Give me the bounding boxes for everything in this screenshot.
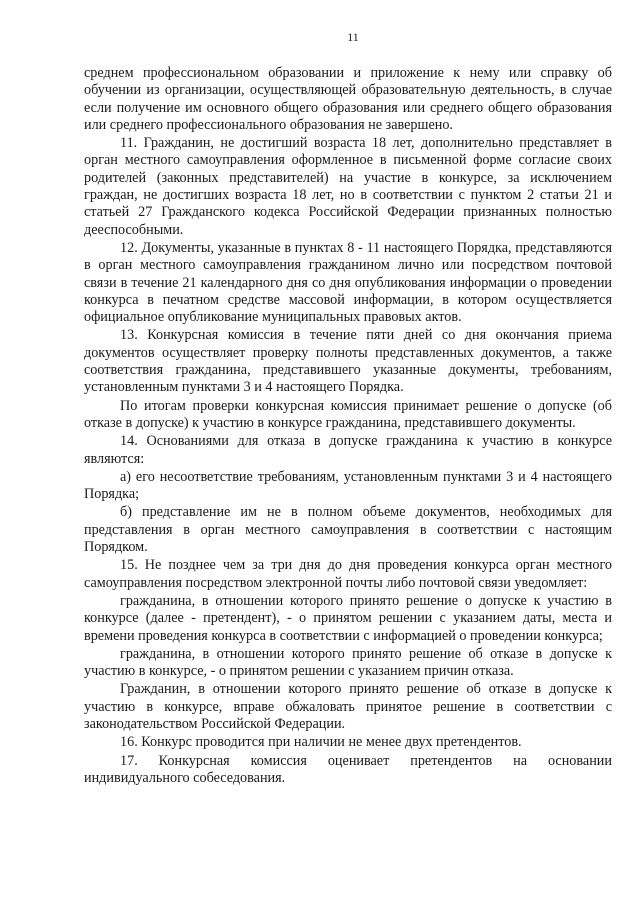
paragraph-15-appeal: Гражданин, в отношении которого принято решение об отказе в допуске к участию в конкурсе, вправе обжаловать принятое решение в соответствии с законодательством Российской Федерации. (84, 681, 612, 732)
paragraph-13: 13. Конкурсная комиссия в течение пяти дней со дня окончания приема документов осуществляет проверку полноты представленных документов, а также соответствия гражданина, представившего указанные документы, требованиям, установленным пунктами 3 и 4 настоящего Порядка. (84, 327, 612, 396)
document-body (84, 65, 612, 787)
paragraph-13-result: По итогам проверки конкурсная комиссия принимает решение о допуске (об отказе в допуске) к участию в конкурсе гражданина, представившего документы. (84, 397, 612, 431)
paragraph-15: 15. Не позднее чем за три дня до дня проведения конкурса орган местного самоуправления посредством электронной почты либо почтовой связи уведомляет: (84, 557, 612, 591)
paragraph-14-b: б) представление им не в полном объеме документов, необходимых для представления в орган местного самоуправления в соответствии с настоящим Порядком. (84, 504, 612, 556)
paragraph-15-refused: гражданина, в отношении которого принято решение об отказе в допуске к участию в конкурсе, - о принятом решении с указанием причин отказа. (84, 645, 612, 680)
paragraph-16: 16. Конкурс проводится при наличии не менее двух претендентов. (120, 734, 522, 751)
paragraph-14-a: а) его несоответствие требованиям, установленным пунктами 3 и 4 настоящего Порядка; (84, 468, 612, 503)
paragraph-12: 12. Документы, указанные в пунктах 8 - 11 настоящего Порядка, представляются в орган местного самоуправления гражданином лично или посредством почтовой связи в течение 21 календарного дня со дня опубликования информации о проведении конкурса в печатном средстве массовой информации, в котором осуществляется официальное опубликование муниципальных правовых актов. (84, 239, 612, 326)
paragraph-15-admitted: гражданина, в отношении которого принято решение о допуске к участию в конкурсе (далее - претендент), - о принятом решении с указанием даты, места и времени проведения конкурса в соответствии с информацией о проведении конкурса; (84, 592, 612, 644)
paragraph-11: 11. Гражданин, не достигший возраста 18 лет, дополнительно представляет в орган местного самоуправления оформленное в письменной форме согласие своих родителей (законных представителей) на участие в конкурсе, за исключением граждан, не достигших возраста 18 лет, но в соответствии с пунктом 2 статьи 21 и статьей 27 Гражданского кодекса Российской Федерации признанных полностью дееспособными. (84, 135, 612, 238)
paragraph-17: 17. Конкурсная комиссия оценивает претендентов на основании индивидуального собеседования. (84, 752, 612, 786)
page-number: 11 (347, 30, 359, 44)
paragraph-continuation: среднем профессиональном образовании и приложение к нему или справку об обучении из организации, осуществляющей образовательную деятельность, в случае если получение им основного общего образования или среднего общего образования или среднего профессионального образования не завершено. (84, 65, 612, 133)
paragraph-14: 14. Основаниями для отказа в допуске гражданина к участию в конкурсе являются: (84, 433, 612, 467)
